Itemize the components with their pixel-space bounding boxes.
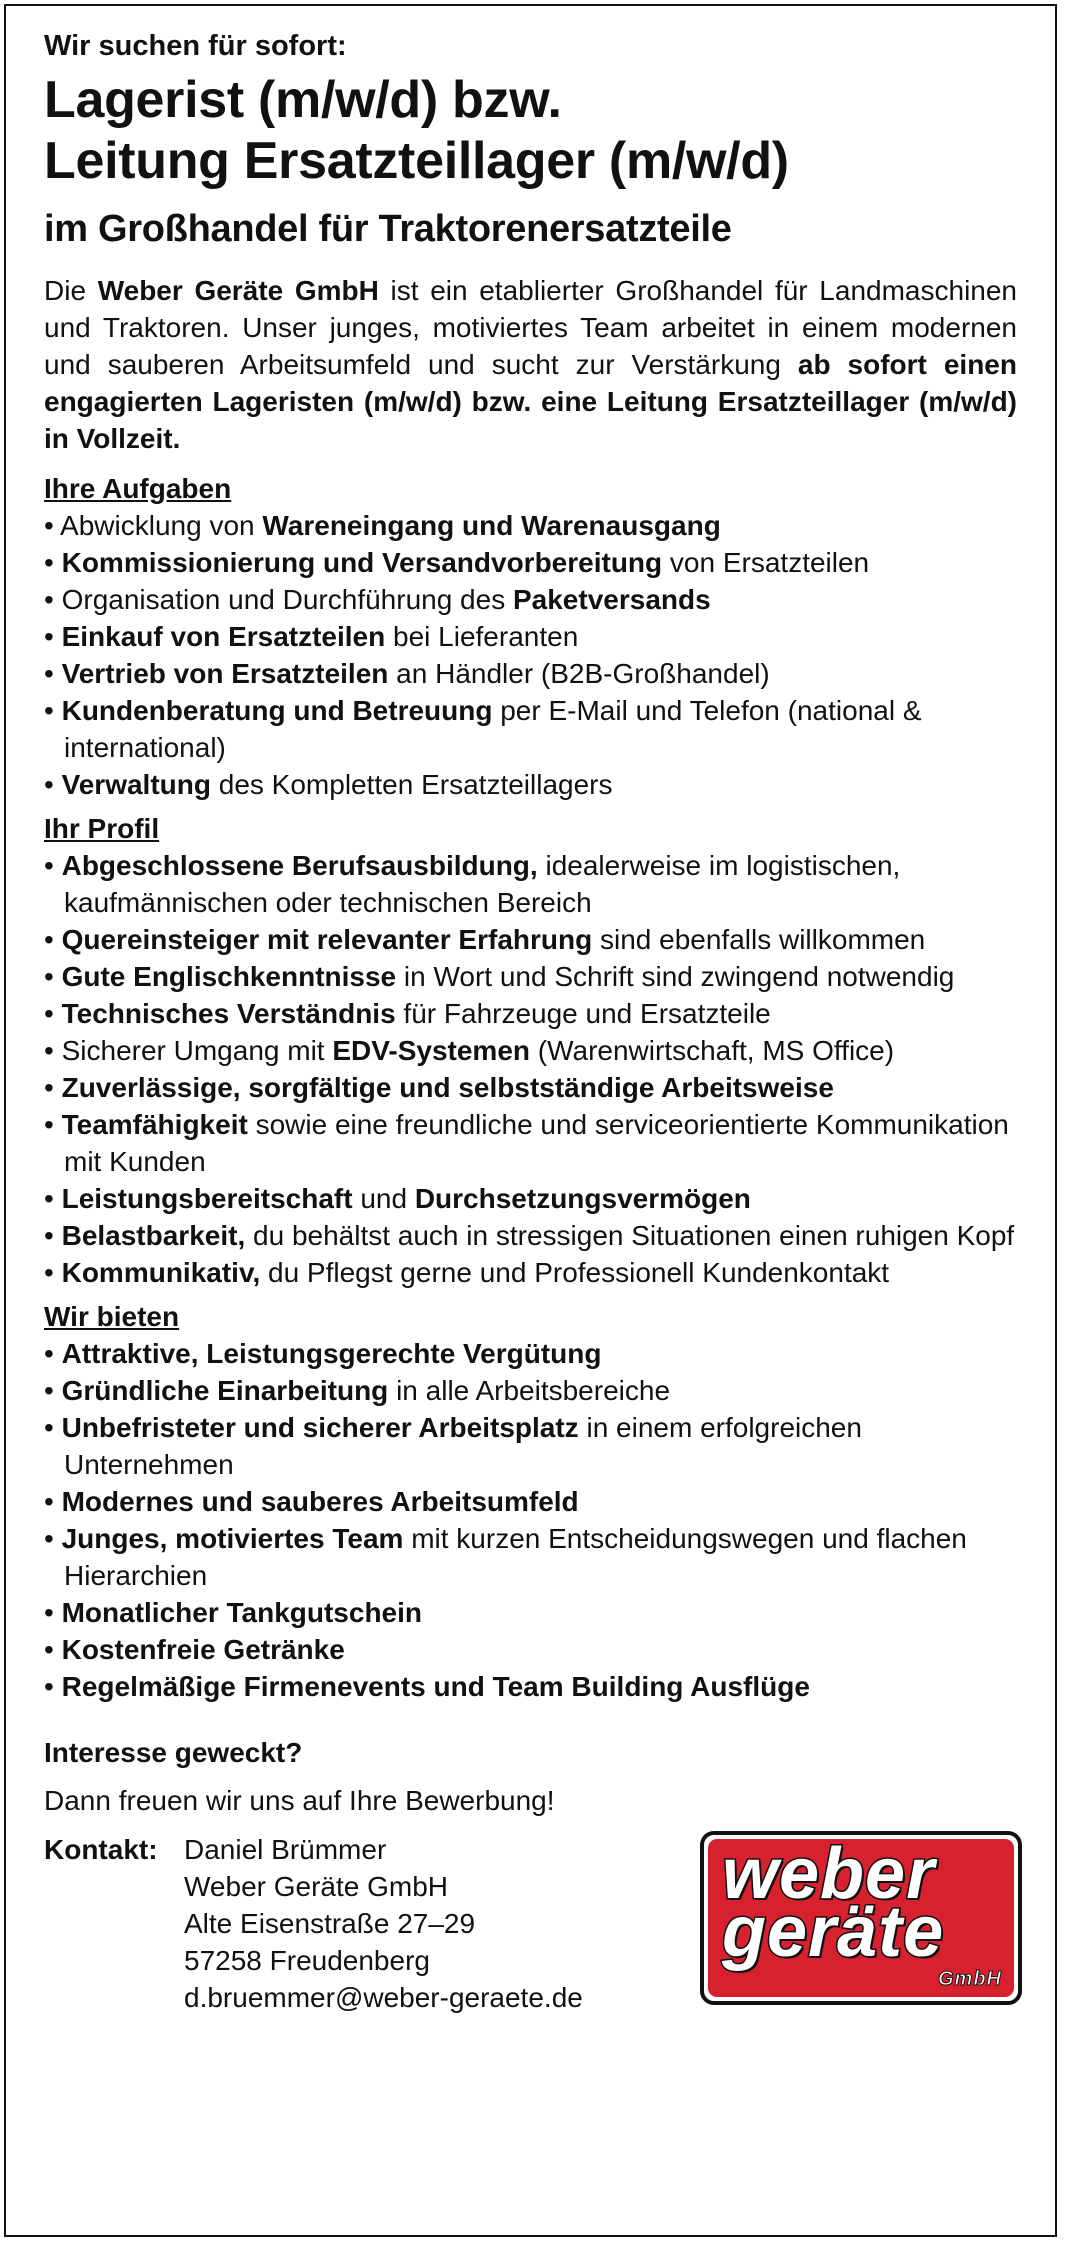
contact-name: Daniel Brümmer bbox=[184, 1834, 387, 1865]
list-item-bold: Kundenberatung und Betreuung bbox=[61, 695, 493, 726]
list-item-text: Abwicklung von bbox=[60, 510, 263, 541]
section-profil bbox=[44, 811, 1017, 1291]
list-item: • Modernes und sauberes Arbeitsumfeld bbox=[44, 1486, 579, 1517]
list-item: • Technisches Verständnis für Fahrzeuge und Ersatzteile bbox=[44, 998, 771, 1029]
list-item-bold: Regelmäßige Firmenevents und Team Building Ausflüge bbox=[61, 1671, 810, 1702]
list-item-text: (Warenwirtschaft, MS Office) bbox=[530, 1035, 895, 1066]
list-profil bbox=[44, 847, 1017, 1291]
list-item-bold: Belastbarkeit, bbox=[61, 1220, 246, 1251]
contact-street: Alte Eisenstraße 27–29 bbox=[184, 1908, 476, 1939]
section-bieten bbox=[44, 1299, 1017, 1705]
list-item: • Abwicklung von Wareneingang und Warenausgang bbox=[44, 510, 721, 541]
list-item-text: per E-Mail und Telefon (national & international) bbox=[64, 695, 922, 763]
list-item-text: des Kompletten Ersatzteillagers bbox=[210, 769, 613, 800]
eyebrow: Wir suchen für sofort: bbox=[44, 30, 347, 62]
list-item: • Belastbarkeit, du behältst auch in stressigen Situationen einen ruhigen Kopf bbox=[44, 1220, 1015, 1251]
list-item-bold: Kommunikativ, bbox=[61, 1257, 261, 1288]
list-item-bold: Kostenfreie Getränke bbox=[61, 1634, 345, 1665]
list-item-bold: Attraktive, Leistungsgerechte Vergütung bbox=[61, 1338, 602, 1369]
contact-city: 57258 Freudenberg bbox=[184, 1945, 430, 1976]
list-item-text: von Ersatzteilen bbox=[662, 547, 870, 578]
list-item-bold: Modernes und sauberes Arbeitsumfeld bbox=[61, 1486, 579, 1517]
list-item-bold: Gute Englischkenntnisse bbox=[61, 961, 397, 992]
list-item-bold: Teamfähigkeit bbox=[61, 1109, 248, 1140]
thanks-line: Dann freuen wir uns auf Ihre Bewerbung! bbox=[44, 1785, 555, 1816]
weber-geraete-logo bbox=[700, 1831, 1022, 2005]
list-item-bold: EDV-Systemen bbox=[332, 1035, 530, 1066]
contact-label: Kontakt: bbox=[44, 1834, 158, 1865]
logo-word-weber: weber bbox=[722, 1839, 936, 1914]
list-item-text: in alle Arbeitsbereiche bbox=[388, 1375, 671, 1406]
list-item: • Kommunikativ, du Pflegst gerne und Professionell Kundenkontakt bbox=[44, 1257, 890, 1288]
list-item: • Zuverlässige, sorgfältige und selbstständige Arbeitsweise bbox=[44, 1072, 834, 1103]
list-aufgaben bbox=[44, 507, 1017, 803]
list-item: • Abgeschlossene Berufsausbildung, idealerweise im logistischen, kaufmännischen oder technischen Bereich bbox=[44, 850, 901, 918]
intro-bold-end: ab sofort einen engagierten Lageristen (m/w/d) bzw. eine Leitung Ersatzteillager (m/w/d) in Vollzeit. bbox=[44, 349, 1017, 454]
list-item: • Gute Englischkenntnisse in Wort und Schrift sind zwingend notwendig bbox=[44, 961, 955, 992]
list-item: • Teamfähigkeit sowie eine freundliche und serviceorientierte Kommunikation mit Kunden bbox=[44, 1109, 1009, 1177]
headline-line-2: Leitung Ersatzteillager (m/w/d) bbox=[44, 132, 789, 190]
section-title-bieten: Wir bieten bbox=[44, 1301, 180, 1332]
logo-word-geraete: geräte bbox=[722, 1892, 945, 1972]
list-item-text: du Pflegst gerne und Professionell Kundenkontakt bbox=[260, 1257, 890, 1288]
list-bieten bbox=[44, 1335, 1017, 1705]
list-item-bold: Zuverlässige, sorgfältige und selbstständige Arbeitsweise bbox=[61, 1072, 834, 1103]
section-aufgaben bbox=[44, 471, 1017, 803]
list-item-text: bei Lieferanten bbox=[385, 621, 579, 652]
list-item-bold: Abgeschlossene Berufsausbildung, bbox=[61, 850, 538, 881]
list-item-bold: Unbefristeter und sicherer Arbeitsplatz bbox=[61, 1412, 579, 1443]
contact-lines bbox=[184, 1831, 583, 2016]
intro-company: Weber Geräte GmbH bbox=[97, 275, 379, 306]
headline-line-1: Lagerist (m/w/d) bzw. bbox=[44, 71, 562, 129]
list-item-text: in Wort und Schrift sind zwingend notwendig bbox=[396, 961, 955, 992]
subheadline: im Großhandel für Traktorenersatzteile bbox=[44, 208, 732, 250]
list-item-bold: Technisches Verständnis bbox=[61, 998, 396, 1029]
list-item: • Einkauf von Ersatzteilen bei Lieferanten bbox=[44, 621, 579, 652]
list-item-bold: Junges, motiviertes Team bbox=[61, 1523, 404, 1554]
list-item-text: Organisation und Durchführung des bbox=[61, 584, 513, 615]
list-item-text: für Fahrzeuge und Ersatzteile bbox=[395, 998, 771, 1029]
list-item-bold: Quereinsteiger mit relevanter Erfahrung bbox=[61, 924, 593, 955]
section-title-profil: Ihr Profil bbox=[44, 813, 160, 844]
contact-email[interactable]: d.bruemmer@weber-geraete.de bbox=[184, 1982, 583, 2013]
list-item-bold: Verwaltung bbox=[61, 769, 211, 800]
list-item: • Quereinsteiger mit relevanter Erfahrung sind ebenfalls willkommen bbox=[44, 924, 926, 955]
list-item-bold: Durchsetzungsvermögen bbox=[414, 1183, 751, 1214]
list-item-text: an Händler (B2B-Großhandel) bbox=[388, 658, 770, 689]
contact-company: Weber Geräte GmbH bbox=[184, 1871, 449, 1902]
list-item-text: du behältst auch in stressigen Situationen einen ruhigen Kopf bbox=[245, 1220, 1015, 1251]
list-item: • Kommissionierung und Versandvorbereitung von Ersatzteilen bbox=[44, 547, 870, 578]
list-item-bold: Gründliche Einarbeitung bbox=[61, 1375, 389, 1406]
list-item-text: idealerweise im logistischen, kaufmännischen oder technischen Bereich bbox=[64, 850, 901, 918]
list-item-bold: Einkauf von Ersatzteilen bbox=[61, 621, 386, 652]
list-item: • Verwaltung des Kompletten Ersatzteillagers bbox=[44, 769, 613, 800]
list-item: • Attraktive, Leistungsgerechte Vergütung bbox=[44, 1338, 602, 1369]
section-title-aufgaben: Ihre Aufgaben bbox=[44, 473, 232, 504]
list-item: • Junges, motiviertes Team mit kurzen Entscheidungswegen und flachen Hierarchien bbox=[44, 1523, 967, 1591]
list-item: • Kundenberatung und Betreuung per E-Mail und Telefon (national & international) bbox=[44, 695, 922, 763]
list-item: • Gründliche Einarbeitung in alle Arbeitsbereiche bbox=[44, 1375, 671, 1406]
list-item-text: in einem erfolgreichen Unternehmen bbox=[64, 1412, 862, 1480]
intro-part-2: ist ein etablierter Großhandel für Landmaschinen und Traktoren. Unser junges, motiviertes Team arbeitet in einem modernen und sauberen Arbeitsumfeld und sucht zur Verstärkung bbox=[44, 275, 1018, 380]
list-item: • Regelmäßige Firmenevents und Team Building Ausflüge bbox=[44, 1671, 810, 1702]
list-item-text: sind ebenfalls willkommen bbox=[592, 924, 926, 955]
list-item-bold: Vertrieb von Ersatzteilen bbox=[61, 658, 389, 689]
intro-paragraph bbox=[44, 272, 1017, 457]
list-item-bold: Wareneingang und Warenausgang bbox=[262, 510, 721, 541]
interest-heading: Interesse geweckt? bbox=[44, 1737, 303, 1768]
headline bbox=[44, 70, 1017, 192]
list-item-bold: Kommissionierung und Versandvorbereitung bbox=[61, 547, 663, 578]
list-item: • Organisation und Durchführung des Paketversands bbox=[44, 584, 711, 615]
logo-gmbh: GmbH bbox=[938, 1968, 1002, 1990]
list-item: • Kostenfreie Getränke bbox=[44, 1634, 345, 1665]
logo-background bbox=[708, 1839, 1014, 1997]
list-item-bold: Paketversands bbox=[512, 584, 711, 615]
list-item: • Unbefristeter und sicherer Arbeitsplatz in einem erfolgreichen Unternehmen bbox=[44, 1412, 862, 1480]
list-item-text: mit kurzen Entscheidungswegen und flachen Hierarchien bbox=[64, 1523, 967, 1591]
list-item: • Leistungsbereitschaft und Durchsetzungsvermögen bbox=[44, 1183, 751, 1214]
list-item-text: sowie eine freundliche und serviceorientierte Kommunikation mit Kunden bbox=[64, 1109, 1009, 1177]
job-advertisement bbox=[4, 4, 1057, 2237]
list-item: • Vertrieb von Ersatzteilen an Händler (B2B-Großhandel) bbox=[44, 658, 770, 689]
list-item-text: Sicherer Umgang mit bbox=[61, 1035, 333, 1066]
list-item: • Sicherer Umgang mit EDV-Systemen (Warenwirtschaft, MS Office) bbox=[44, 1035, 895, 1066]
intro-part-1: Die bbox=[44, 275, 98, 306]
list-item: • Monatlicher Tankgutschein bbox=[44, 1597, 423, 1628]
list-item-text: und bbox=[352, 1183, 415, 1214]
contact-block bbox=[44, 1831, 1017, 2017]
list-item-bold: Leistungsbereitschaft bbox=[61, 1183, 353, 1214]
list-item-bold: Monatlicher Tankgutschein bbox=[61, 1597, 423, 1628]
